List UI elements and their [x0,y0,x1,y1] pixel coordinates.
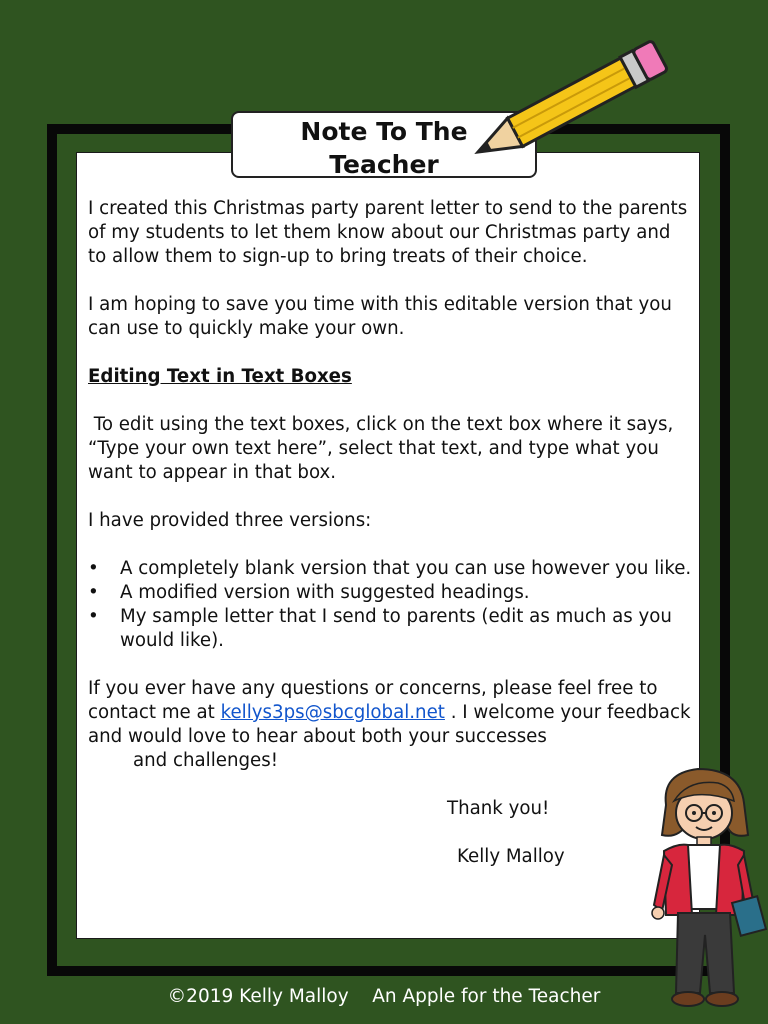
email-link[interactable]: kellys3ps@sbcglobal.net [220,702,445,723]
edit-paragraph: To edit using the text boxes, click on the text box where it says, “Type your own text here”, select that text, and type what you want to appear in that box. [88,414,680,483]
versions-intro: I have provided three versions: [88,510,372,531]
footer-copyright: ©2019 Kelly Malloy An Apple for the Teacher [167,986,601,1007]
contact-paragraph: If you ever have any questions or concerns, please feel free to contact me at kellys3ps@sbcglobal.net . I welcome your feedback and would love to hear about both your successes [88,678,691,747]
section-heading: Editing Text in Text Boxes [88,366,352,387]
title-line-2: Teacher [329,150,439,179]
bullet-icon: • [88,582,99,603]
letter-body [88,197,693,869]
intro-paragraph: I created this Christmas party parent letter to send to the parents of my students to let them know about our Christmas party and to allow them to sign-up to bring treats of their choice. [88,198,688,267]
list-item: • A modified version with suggested headings. [88,582,530,603]
list-item: • My sample letter that I send to parents (edit as much as you would like). [88,606,672,651]
thank-you: Thank you! [447,798,550,819]
hope-paragraph: I am hoping to save you time with this editable version that you can use to quickly make your own. [88,294,672,339]
signature: Kelly Malloy [457,846,565,867]
versions-list [88,557,693,653]
contact-last-line: and challenges! [133,750,278,771]
bullet-icon: • [88,558,99,579]
list-item: • A completely blank version that you can use however you like. [88,558,692,579]
title-line-1: Note To The [300,117,468,146]
bullet-icon: • [88,606,99,627]
pencil-icon [470,40,675,165]
